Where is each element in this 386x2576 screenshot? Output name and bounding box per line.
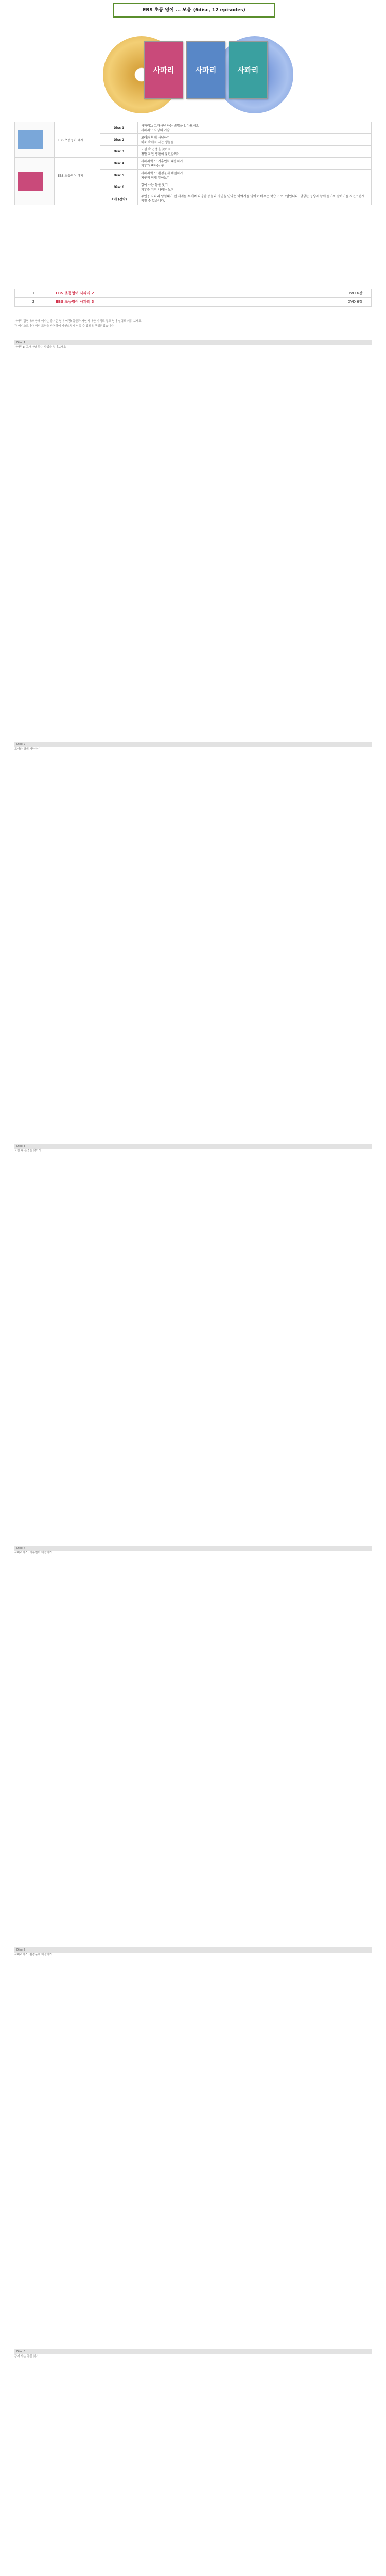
title-banner [0,0,386,26]
product-thumb [15,158,55,205]
note-label: 소개 (간략) [100,193,138,205]
summary-no: 1 [15,289,52,298]
disc-label: Disc 1 [100,122,138,134]
disc-sub: 도심 속 곤충을 찾아서 [14,1149,42,1153]
toc-items: 도심 속 곤충을 찾아서 정말 자연 생활이 불편할까? [138,146,372,158]
disc-section [14,1546,372,1555]
disc-sub: 고래와 함께 사냥하기 [14,748,41,751]
disc-section [14,1947,372,1957]
toc-items: 강에 사는 동물 찾기 기후를 지켜 내려는 노력 [138,181,372,193]
cover-title: 사파리 [195,66,217,75]
cover-title: 사파리 [153,66,174,75]
intro-text: 사파리 탐험대와 함께 떠나는 즐거운 영어 여행! 동물과 자연에 대한 지식도 쌓고 영어 실력도 키워 보세요. 각 에피소드마다 핵심 표현을 반복하여 자연스럽게 익힐 수 있도록 구성되었습니다. [14,320,143,328]
dvd-cover [229,41,268,99]
summary-title: EBS 초등영어 사파리 3 [52,298,339,307]
disc-heading: Disc 3 [14,1144,372,1149]
disc-section [14,1144,372,1154]
toc-items: 사파리1: 고래사냥 하는 방법을 알아보세요 사파리1: 사냥의 기술 [138,122,372,134]
dvd-cover [186,41,225,99]
disc-label: Disc 4 [100,158,138,170]
disc-label: Disc 5 [100,170,138,181]
disc-sub: 사파리엑스: 환경문제 해결하기 [14,1953,52,1956]
toc-items: 사파리엑스: 기후변화 대응하기 기후가 변하는 곳 [138,158,372,170]
disc-heading: Disc 1 [14,340,372,345]
summary-no: 2 [15,298,52,307]
disc-sub: 강에 사는 동물 찾기 [14,2355,39,2358]
disc-heading: Disc 6 [14,2349,372,2354]
disc-sub: 사파리1: 고래사냥 하는 방법을 알아보세요 [14,346,66,349]
disc-heading: Disc 5 [14,1947,372,1953]
disc-label: Disc 6 [100,181,138,193]
toc-left-label: EBS 초등영어 예제 [55,158,100,193]
disc-heading: Disc 2 [14,742,372,747]
product-thumb [15,122,55,158]
toc-items: 사파리엑스: 환경문제 해결하기 지구의 미래 알아보기 [138,170,372,181]
page-title: EBS 초등 영어 ... 모음 (6disc, 12 episodes) [113,3,275,18]
contents-table [14,122,372,205]
disc-section [14,340,372,350]
summary-format: DVD 6장 [339,289,372,298]
toc-items: 고래와 함께 사냥하기 해초 속에서 사는 생물들 [138,134,372,146]
toc-left-label: EBS 초등영어 예제 [55,122,100,158]
cover-title: 사파리 [237,66,259,75]
disc-label: Disc 2 [100,134,138,146]
disc-label: Disc 3 [100,146,138,158]
hero-image [0,26,386,118]
dvd-cover [144,41,183,99]
summary-table [14,289,372,307]
summary-format: DVD 6장 [339,298,372,307]
disc-section [14,742,372,752]
summary-title: EBS 초등영어 사파리 2 [52,289,339,298]
disc-heading: Disc 4 [14,1546,372,1551]
note-text: 주인공 사파리 탐험대가 전 세계를 누비며 다양한 동물과 자연을 만나는 이야기를 영어로 배우는 학습 프로그램입니다. 생생한 영상과 함께 듣기와 말하기를 자연스럽게 익힐 수 있습니다. [138,193,372,205]
disc-sub: 사파리엑스: 기후변화 대응하기 [14,1551,52,1554]
disc-section [14,2349,372,2359]
